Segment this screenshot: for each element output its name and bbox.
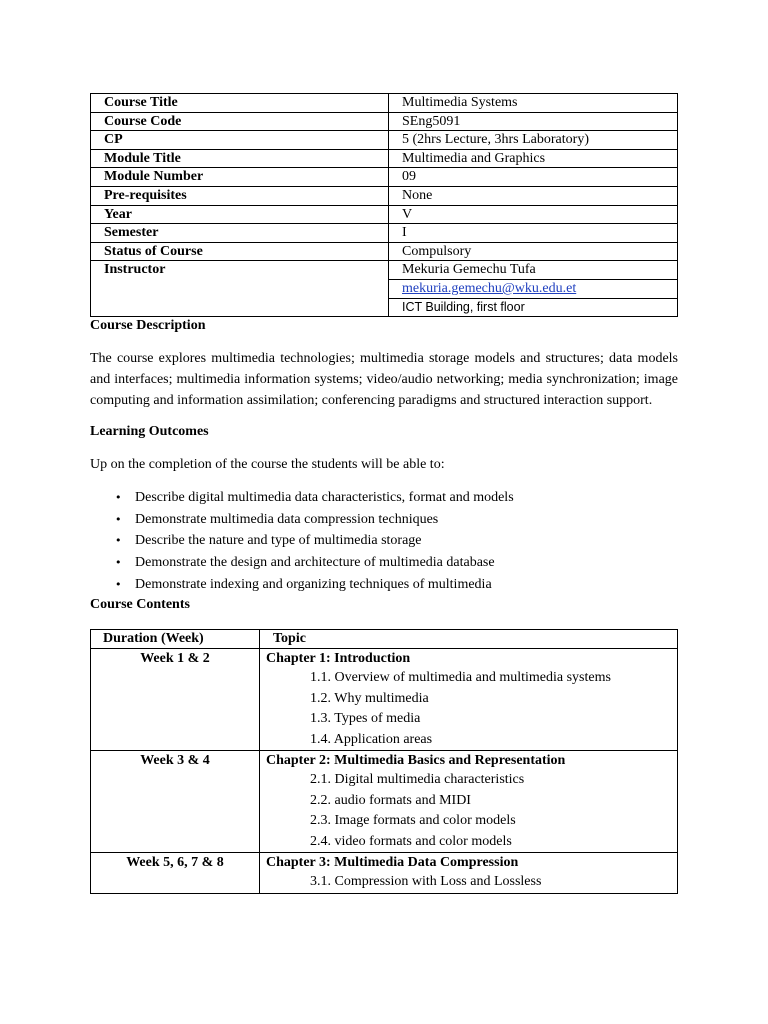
info-row <box>91 224 678 243</box>
info-label: Semester <box>91 224 389 243</box>
info-label: CP <box>91 131 389 150</box>
subtopic: 2.4. video formats and color models <box>310 833 512 849</box>
list-item <box>115 552 678 574</box>
info-label: Module Number <box>91 168 389 187</box>
table-row <box>91 751 678 853</box>
info-value: SEng5091 <box>389 112 678 131</box>
info-value: Compulsory <box>389 242 678 261</box>
course-description-heading: Course Description <box>90 318 206 334</box>
week-topics <box>260 751 678 853</box>
info-row <box>91 242 678 261</box>
subtopic: 1.1. Overview of multimedia and multimedia systems <box>310 670 611 686</box>
subtopic: 1.2. Why multimedia <box>310 690 429 706</box>
instructor-label: Instructor <box>91 261 389 317</box>
bullet-icon: • <box>115 491 122 505</box>
info-label: Pre-requisites <box>91 186 389 205</box>
list-item <box>115 530 678 552</box>
info-value: None <box>389 186 678 205</box>
week-duration: Week 1 & 2 <box>91 649 260 751</box>
info-row <box>91 94 678 113</box>
course-info-table <box>90 93 678 317</box>
chapter-title: Chapter 1: Introduction <box>266 651 411 667</box>
week-topics <box>260 649 678 751</box>
course-contents-heading: Course Contents <box>90 597 190 613</box>
document-page <box>90 93 678 894</box>
course-description-text: The course explores multimedia technologies; multimedia storage models and structures; data models and interfaces; multimedia information systems; video/audio networking; media synchronization; image computing and information assimilation; conferencing paradigms and structured interaction support. <box>90 351 678 409</box>
learning-outcomes-intro: Up on the completion of the course the students will be able to: <box>90 457 445 473</box>
info-value: 5 (2hrs Lecture, 3hrs Laboratory) <box>389 131 678 150</box>
info-row <box>91 186 678 205</box>
instructor-office: ICT Building, first floor <box>389 298 678 317</box>
outcome-text: Describe digital multimedia data characteristics, format and models <box>135 490 514 506</box>
duration-column-header: Duration (Week) <box>91 630 260 649</box>
subtopic: 1.4. Application areas <box>310 731 433 747</box>
subtopic: 1.3. Types of media <box>310 711 421 727</box>
bullet-icon: • <box>115 555 122 569</box>
subtopic: 3.1. Compression with Loss and Lossless <box>310 874 542 890</box>
bullet-icon: • <box>115 577 122 591</box>
info-row <box>91 168 678 187</box>
chapter-title: Chapter 2: Multimedia Basics and Representation <box>266 753 566 769</box>
info-label: Year <box>91 205 389 224</box>
subtopic: 2.2. audio formats and MIDI <box>310 792 471 808</box>
bullet-icon: • <box>115 512 122 526</box>
list-item <box>115 509 678 531</box>
info-value: I <box>389 224 678 243</box>
list-item <box>115 574 678 596</box>
week-duration: Week 3 & 4 <box>91 751 260 853</box>
info-label: Module Title <box>91 149 389 168</box>
contents-header-row <box>91 630 678 649</box>
course-contents-table <box>90 629 678 894</box>
table-row <box>91 853 678 894</box>
subtopic: 2.1. Digital multimedia characteristics <box>310 772 525 788</box>
info-value: 09 <box>389 168 678 187</box>
outcome-text: Demonstrate multimedia data compression techniques <box>135 511 439 527</box>
instructor-email-link[interactable]: mekuria.gemechu@wku.edu.et <box>402 280 577 296</box>
outcome-text: Demonstrate the design and architecture of multimedia database <box>135 554 495 570</box>
chapter-title: Chapter 3: Multimedia Data Compression <box>266 855 519 871</box>
info-row <box>91 112 678 131</box>
instructor-email-cell <box>389 279 678 298</box>
subtopic: 2.3. Image formats and color models <box>310 813 516 829</box>
info-label: Course Code <box>91 112 389 131</box>
list-item <box>115 487 678 509</box>
info-value: Multimedia and Graphics <box>389 149 678 168</box>
info-row <box>91 205 678 224</box>
outcome-text: Describe the nature and type of multimedia storage <box>135 533 422 549</box>
info-label: Course Title <box>91 94 389 113</box>
table-row <box>91 649 678 751</box>
info-row <box>91 131 678 150</box>
info-label: Status of Course <box>91 242 389 261</box>
info-value: Multimedia Systems <box>389 94 678 113</box>
info-row <box>91 149 678 168</box>
topic-column-header: Topic <box>260 630 678 649</box>
week-duration: Week 5, 6, 7 & 8 <box>91 853 260 894</box>
week-topics <box>260 853 678 894</box>
bullet-icon: • <box>115 534 122 548</box>
info-value: V <box>389 205 678 224</box>
learning-outcomes-heading: Learning Outcomes <box>90 424 209 440</box>
instructor-name: Mekuria Gemechu Tufa <box>389 261 678 280</box>
outcome-text: Demonstrate indexing and organizing techniques of multimedia <box>135 576 492 592</box>
instructor-row <box>91 261 678 280</box>
learning-outcomes-list <box>90 487 678 595</box>
